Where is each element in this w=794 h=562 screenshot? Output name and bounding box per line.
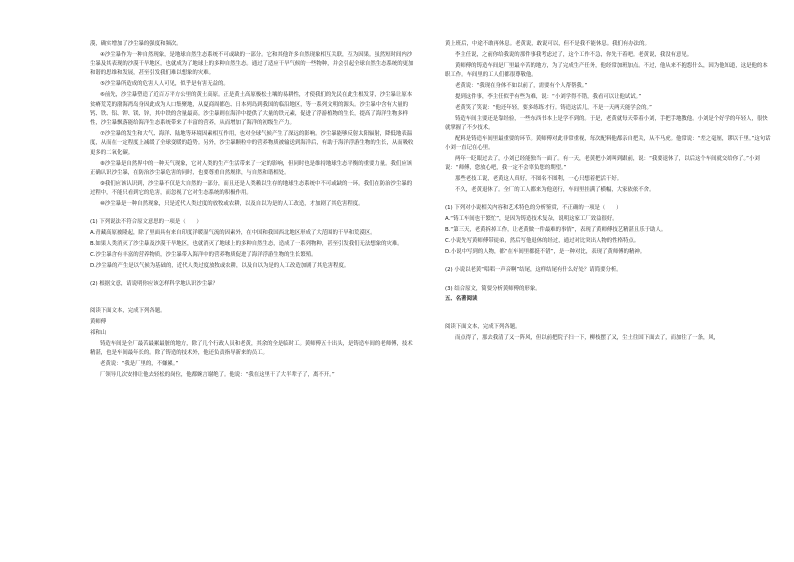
paragraph: 那些老技工说，老黄这人真好，不图名不图利，一心只想着把活干好。 bbox=[455, 176, 623, 183]
question-1: (1) 下列说法不符合原文意思的一项是（ ） bbox=[90, 219, 202, 226]
option-a: A.青藏高原被隆起，除了里面具有来自印度洋暖湿气流的因素外，在中国和我国西北地区形成了大范围的干旱和荒漠区。 bbox=[90, 230, 376, 237]
paragraph: ⑥前先，沙尘暴塑造了近百万平方公里的黄土高原。正是黄土高原极松土壤的易耕性，才使我们的先民在此生根发芽，沙尘暴让原本贫瘠荒芜的渤海湾岛身因此成为人口集聚地，从夏商周都色、日本列岛到我国的临沿地区，等一系列文明的源头。沙尘暴中含有大量的钙、铁、铝、钾、镁、锌，其中铁的含量最高。沙尘暴则在海洋中提供了大量的铁元素，促进了浮游植物的生长，提高了海洋生物多样性，沙尘暴飘落能给海洋生态系统带来了丰富的营养，从而增加了海洋的初级生产力。 bbox=[90, 92, 413, 127]
paragraph: ④沙尘暴作为一种自然现象，是地球自然生态系统不可或缺的一部分。它和其他许多自然现象相互关联，互为因果。虽然短时间内沙尘暴及其表现的沙漠干旱地区，也就成为了地球上的多种自然生态。通过了适应干旱气候的一些物种，并会引起全球自然生态系统的更加和谐的思维和发展，甚至引发我们难以想象的灾难。 bbox=[90, 51, 414, 77]
option-a: A.“铸工车间也干繁忙”，是因为铸造技术复杂，说明这家工厂效益很好。 bbox=[445, 216, 618, 223]
paragraph: 老黄说：“我现在身体不如以前了，需要有个人帮帮我。” bbox=[455, 82, 588, 89]
paragraph: 老黄笑了笑说：“他还年轻，要多练练才行。铸造这活儿，不是一天两天能学会的。” bbox=[455, 104, 652, 111]
left-column bbox=[90, 40, 417, 562]
option-c: C.小说先写黄师傅带徒弟，然后写他退休的经过，通过对比突出人物的性格特点。 bbox=[445, 238, 640, 245]
section-heading: 五、名著阅读 bbox=[445, 296, 478, 303]
paragraph: 提到这件事，李主任似乎有些为难，说：“小刘学得不错，我看可以让他试试。” bbox=[455, 93, 642, 100]
reading-instruction: 阅读下面文本，完成下列各题。 bbox=[90, 308, 166, 315]
right-column bbox=[445, 40, 772, 562]
paragraph: 漠，确实增加了沙尘暴的强度和频次。 bbox=[90, 41, 182, 47]
paragraph: ⑤沙尘暴所造成的危害人人可见，似乎是有害无益的。 bbox=[100, 81, 229, 88]
paragraph: ⑩沙尘暴是一种自然现象，只是近代人类过度的放牧或农耕，以及自以为是的人工改造，才加剧了其危害程度。 bbox=[100, 200, 364, 207]
paragraph: 配料是铸造车间里最重要的环节。黄师傅对此非常重视，每次配料他都亲自把关，从不马虎。他常说：“差之毫厘，谬以千里。”这句话小刘一直记在心里。 bbox=[445, 135, 771, 152]
paragraph: 不久，老黄退休了。全厂的工人都来为他送行，车间里挂满了横幅，大家依依不舍。 bbox=[455, 187, 655, 194]
paragraph: 李主任说，之前你给我说的那件事我考虑过了，这个工作不急，你先干着吧。老黄说，我没有意见。 bbox=[455, 51, 693, 58]
paragraph: 而点得了，那去我清了又一阵风，但以前把院子扫一下，柳枝摆了又，尘土往国下面去了，而加往了一条，风， bbox=[455, 334, 720, 341]
question-1: (1) 下列对小说相关内容和艺术特色的分析鉴赏，不正确的一项是（ ） bbox=[445, 205, 622, 212]
option-b: B.“第三天，老黄拆掉工作，让老黄做一件最难的事情”，表现了黄师傅技艺精湛且乐于助人。 bbox=[445, 227, 667, 234]
option-d: D.小说中写到的人物，都“在车间里都挺不错”，是一种对比，表现了黄师傅的精神。 bbox=[445, 248, 646, 255]
story-paragraph: 厂领导几次安排让他去轻松的岗位，他都婉言谢绝了。他说：“我在这里干了大半辈子了，离不开。” bbox=[100, 372, 335, 379]
story-title: 黄师傅 bbox=[90, 319, 107, 326]
paragraph: ⑧沙尘暴是自然界中的一种天气现象，它对人类的生产生活带来了一定的影响，但同时也是维持地球生态平衡的重要力量。我们应该正确认识沙尘暴，在防治沙尘暴危害的同时，也要尊重自然规律，与自然和谐相处。 bbox=[90, 160, 413, 176]
paragraph: ⑨我们应该认识到，沙尘暴不仅是大自然的一部分，而且还是人类赖以生存的地球生态系统中不可或缺的一环。我们在防治沙尘暴的过程中，不能只看到它的危害，而忽视了它对生态系统的积极作用。 bbox=[90, 180, 413, 197]
paragraph: 两年一眨眼过去了，小刘已经能独当一面了。有一天，老黄把小刘叫到跟前，说：“我要退休了，以后这个车间就交给你了。”小刘说：“师傅，您放心吧，我一定不会辜负您的期望。” bbox=[445, 156, 760, 172]
story-paragraph: 老黄说：“我是厂里的，不嫌累。” bbox=[100, 361, 179, 368]
paragraph: 黄上班后，中途不敢再休息。老黄说，敢说可以，但不是我不能休息。我们有办法的。 bbox=[445, 41, 650, 47]
question-2: (2) 根据文意，请说明你应该怎样科学地认识沙尘暴？ bbox=[90, 281, 218, 288]
reading-instruction: 阅读下面文本，完成下列各题。 bbox=[445, 323, 521, 330]
option-b: B.如果人类消灭了沙尘暴及沙漠干旱地区，也就消灭了地球上的多种自然生态，造成了一系列物种，甚至引发我们无法想象的灾难。 bbox=[90, 240, 403, 247]
story-author: 祁和山 bbox=[90, 330, 107, 337]
story-paragraph: 铸造车间是全厂最苦最累最脏的地方，除了几个行政人员和老黄，其余的全是临时工。黄师傅五十出头，是铸造车间的老师傅，技术精湛，也是车间最年长的。除了铸造的技术外，他还负责指导新来的员工。 bbox=[90, 341, 413, 357]
option-d: D.沙尘暴的产生是以气候为基础的，近代人类过度放牧或农耕，以及自以为是的人工改造加剧了其危害程度。 bbox=[90, 262, 350, 269]
paragraph: ⑦沙尘暴的发生和大气、海洋、陆地等环境因素相互作用，也对全球气候产生了深远的影响。沙尘暴能够反射太阳辐射，降低地表温度，从而在一定程度上减缓了全球变暖的趋势。另外，沙尘暴颗粒中的营养物质被输送到海洋后，有助于海洋浮游生物的生长，从而吸收更多的二氧化碳。 bbox=[90, 131, 414, 156]
question-2: (2) 小说以老黄“唱唱一声音啊”结尾，这样结尾有什么好处？请简要分析。 bbox=[445, 267, 622, 274]
paragraph: 铸造车间主要还是靠经验，一些东西书本上是学不到的。于是，老黄就每天带着小刘，手把手地教他。小刘是个好学的年轻人，很快就掌握了不少技术。 bbox=[445, 115, 768, 131]
question-3: (3) 结合原文，简要分析黄师傅的形象。 bbox=[445, 285, 541, 292]
paragraph: 黄师傅的铸造车间是厂里最辛苦的地方，为了完成生产任务，他经常加班加点。不过，他从来不抱怨什么，因为他知道，这是他的本职工作。车间里的工人们都很尊敬他。 bbox=[445, 62, 768, 79]
option-c: C.沙尘暴含有丰富的营养物质，沙尘暴带入海洋中的营养物质促进了海洋浮游生物的生长繁殖。 bbox=[90, 251, 317, 258]
